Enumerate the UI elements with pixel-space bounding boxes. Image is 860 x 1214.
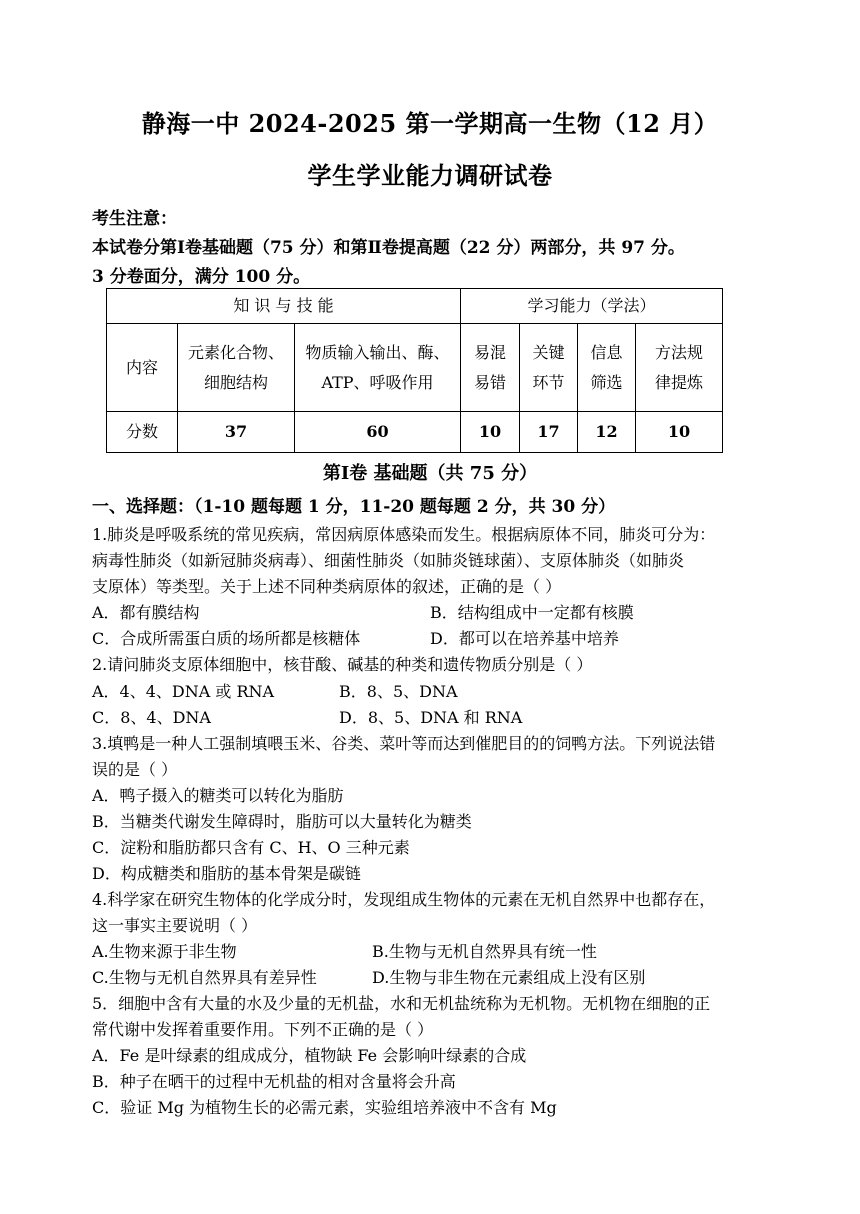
- question-4-option-d: D.生物与非生物在元素组成上没有区别: [372, 968, 646, 987]
- question-5-option-c: C．验证 Mg 为植物生长的必需元素，实验组培养液中不含有 Mg: [92, 1098, 557, 1117]
- table-cell-content: 方法规 律提炼: [636, 324, 723, 412]
- table-row-label-score: 分数: [107, 412, 178, 453]
- section-1-heading: 一、选择题：（1-10 题每题 1 分，11-20 题每题 2 分，共 30 分）: [92, 497, 616, 517]
- table-cell-content: 易混 易错: [461, 324, 520, 412]
- question-4-option-c: C.生物与无机自然界具有差异性: [92, 968, 317, 987]
- question-1-line-1: 1.肺炎是呼吸系统的常见疾病，常因病原体感染而发生。根据病原体不同，肺炎可分为：: [92, 525, 716, 544]
- exam-title: 静海一中 2024-2025 第一学期高一生物（12 月）: [141, 109, 719, 138]
- question-4-option-b: B.生物与无机自然界具有统一性: [372, 942, 597, 961]
- question-1-option-d: D．都可以在培养基中培养: [430, 629, 619, 648]
- question-4-option-a: A.生物来源于非生物: [92, 942, 237, 961]
- question-2-option-b: B．8、5、DNA: [339, 682, 458, 701]
- question-2-line-1: 2.请问肺炎支原体细胞中，核苷酸、碱基的种类和遗传物质分别是（ ）: [92, 655, 593, 674]
- question-2-option-c: C．8、4、DNA: [92, 708, 211, 727]
- notice-line-1: 本试卷分第Ⅰ卷基础题（75 分）和第Ⅱ卷提高题（22 分）两部分，共 97 分。: [92, 238, 685, 258]
- score-table: [106, 288, 723, 453]
- question-2-option-d: D．8、5、DNA 和 RNA: [339, 708, 523, 727]
- table-score-cell: 17: [520, 412, 578, 453]
- question-3-option-b: B．当糖类代谢发生障碍时，脂肪可以大量转化为糖类: [92, 812, 472, 831]
- question-4-line-1: 4.科学家在研究生物体的化学成分时，发现组成生物体的元素在无机自然界中也都存在，: [92, 890, 716, 909]
- table-cell-content: 元素化合物、 细胞结构: [178, 324, 295, 412]
- part-1-title: 第Ⅰ卷 基础题（共 75 分）: [322, 463, 538, 484]
- question-4-line-2: 这一事实主要说明（ ）: [92, 916, 258, 935]
- question-5-line-1: 5．细胞中含有大量的水及少量的无机盐，水和无机盐统称为无机物。无机物在细胞的正: [92, 994, 711, 1013]
- table-header-knowledge: 知 识 与 技 能: [107, 289, 461, 324]
- table-row-label-content: 内容: [107, 324, 178, 412]
- question-5-option-b: B．种子在晒干的过程中无机盐的相对含量将会升高: [92, 1072, 456, 1091]
- table-score-cell: 12: [578, 412, 636, 453]
- question-1-option-a: A．都有膜结构: [92, 603, 200, 622]
- question-3-option-d: D．构成糖类和脂肪的基本骨架是碳链: [92, 864, 361, 883]
- table-score-cell: 37: [178, 412, 295, 453]
- table-cell-content: 物质输入输出、酶、 ATP、呼吸作用: [295, 324, 461, 412]
- question-1-line-2: 病毒性肺炎（如新冠肺炎病毒）、细菌性肺炎（如肺炎链球菌）、支原体肺炎（如肺炎: [92, 551, 685, 570]
- question-2-option-a: A．4、4、DNA 或 RNA: [92, 682, 275, 701]
- question-1-option-c: C．合成所需蛋白质的场所都是核糖体: [92, 629, 361, 648]
- exam-subtitle: 学生学业能力调研试卷: [307, 161, 553, 190]
- table-score-cell: 60: [295, 412, 461, 453]
- notice-line-2: 3 分卷面分，满分 100 分。: [92, 267, 311, 287]
- notice-heading: 考生注意：: [92, 209, 177, 229]
- question-5-line-2: 常代谢中发挥着重要作用。下列不正确的是（ ）: [92, 1020, 434, 1039]
- question-1-option-b: B．结构组成中一定都有核膜: [430, 603, 634, 622]
- table-score-cell: 10: [461, 412, 520, 453]
- table-cell-content: 信息 筛选: [578, 324, 636, 412]
- question-3-option-c: C．淀粉和脂肪都只含有 C、H、O 三种元素: [92, 838, 410, 857]
- question-5-option-a: A．Fe 是叶绿素的组成成分，植物缺 Fe 会影响叶绿素的合成: [92, 1046, 527, 1065]
- table-score-cell: 10: [636, 412, 723, 453]
- question-1-line-3: 支原体）等类型。关于上述不同种类病原体的叙述，正确的是（ ）: [92, 577, 562, 596]
- question-3-option-a: A．鸭子摄入的糖类可以转化为脂肪: [92, 786, 344, 805]
- table-cell-content: 关键 环节: [520, 324, 578, 412]
- table-header-ability: 学习能力（学法）: [461, 289, 723, 324]
- question-3-line-2: 误的是（ ）: [92, 760, 178, 779]
- question-3-line-1: 3.填鸭是一种人工强制填喂玉米、谷类、菜叶等而达到催肥目的的饲鸭方法。下列说法错: [92, 734, 716, 753]
